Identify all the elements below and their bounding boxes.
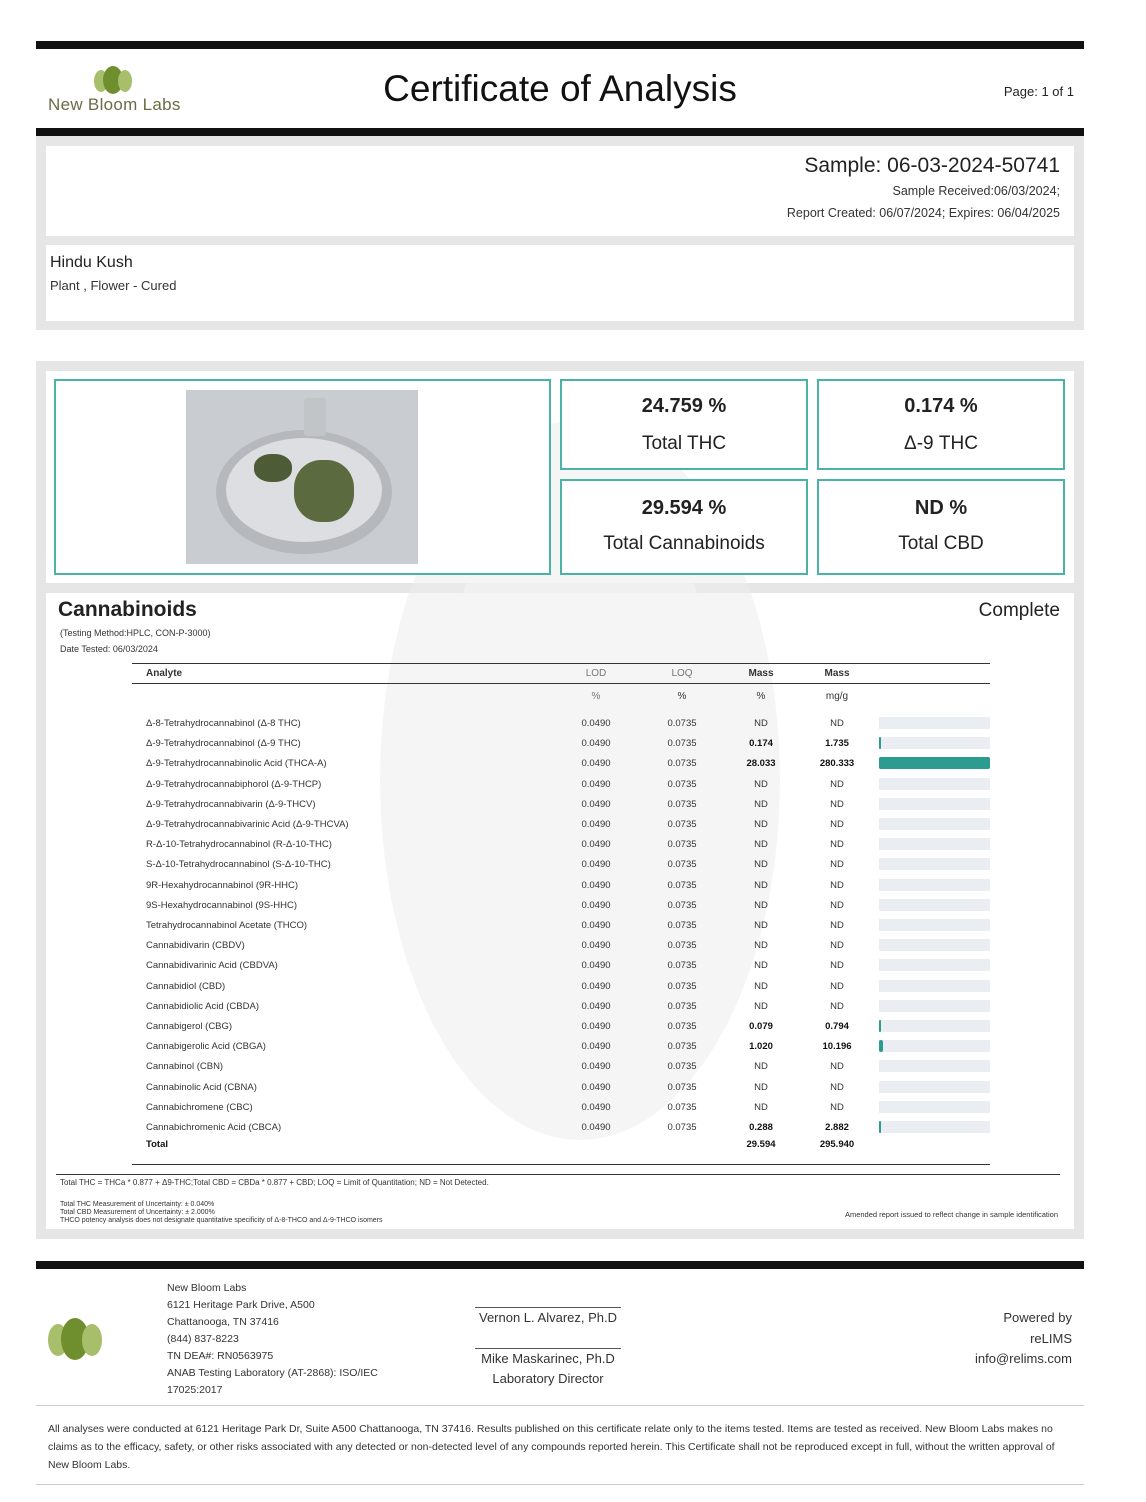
- table-header-rule: [132, 683, 990, 684]
- mass-mg-value: ND: [830, 1101, 844, 1113]
- unit-loq: %: [677, 691, 687, 702]
- analyte-name: Cannabinol (CBN): [146, 1061, 224, 1073]
- unit-lod: %: [591, 691, 601, 702]
- header-analyte: Analyte: [146, 668, 183, 679]
- total-thc-card: [560, 379, 808, 470]
- loq-value: 0.0735: [667, 819, 697, 830]
- thco-note: THCO potency analysis does not designate quantitative specificity of Δ-8-THCO and Δ-9-THCO isomers: [60, 1217, 383, 1224]
- mass-mg-value: ND: [830, 778, 844, 790]
- lod-value: 0.0490: [581, 1021, 611, 1032]
- level-bar-track: [879, 798, 990, 810]
- formula-note: Total THC = THCa * 0.877 + Δ9-THC;Total CBD = CBDa * 0.877 + CBD; LOQ = Limit of Quantitation; ND = Not Detected.: [60, 1178, 489, 1187]
- table-row: [0, 799, 1146, 819]
- table-row: [0, 819, 1146, 839]
- address-line: 17025:2017: [167, 1384, 223, 1396]
- mass-mg-value: ND: [830, 960, 844, 972]
- lab-address: [167, 1280, 378, 1399]
- level-bar-track: [879, 1101, 990, 1113]
- mass-pct-value: ND: [754, 1101, 768, 1113]
- table-row: [0, 1001, 1146, 1021]
- level-bar-track: [879, 717, 990, 729]
- loq-value: 0.0735: [667, 980, 697, 992]
- unit-mass-pct: %: [756, 691, 766, 702]
- analyte-name: Cannabidiol (CBD): [146, 980, 226, 992]
- table-row: [0, 1102, 1146, 1122]
- section-status: Complete: [978, 600, 1060, 621]
- mass-pct-value: ND: [754, 778, 768, 790]
- total-thc-value: 24.759 %: [641, 395, 727, 417]
- loq-value: 0.0735: [667, 940, 697, 952]
- sample-id: Sample: 06-03-2024-50741: [804, 154, 1060, 177]
- disclaimer: All analyses were conducted at 6121 Heritage Park Dr, Suite A500 Chattanooga, TN 37416. Results published on this certificate relate only to the items tested. Items are tested as received. New Bloom Labs makes no claims as to the efficacy, safety, or other risks associated with any detected or non-detected level of any compounds reported herein. This Certificate shall not be reproduced except in full, without the written approval of New Bloom Labs.: [48, 1423, 1055, 1471]
- analyte-name: Δ-9-Tetrahydrocannabivarinic Acid (Δ-9-THCVA): [146, 819, 349, 830]
- footer-rule: [36, 1261, 1084, 1269]
- mass-mg-value: ND: [830, 718, 844, 729]
- table-row: [0, 880, 1146, 900]
- lod-value: 0.0490: [581, 1101, 611, 1113]
- analyte-name: Cannabigerolic Acid (CBGA): [146, 1041, 266, 1053]
- lod-value: 0.0490: [581, 879, 611, 891]
- loq-value: 0.0735: [667, 879, 697, 891]
- level-bar-track: [879, 757, 990, 769]
- level-bar-track: [879, 858, 990, 870]
- mass-pct-value: ND: [754, 798, 768, 810]
- signer-2-title: Laboratory Director: [492, 1371, 604, 1386]
- lod-value: 0.0490: [581, 718, 611, 729]
- header-lod: LOD: [585, 668, 607, 679]
- total-label: Total: [146, 1139, 168, 1150]
- table-top-rule: [132, 663, 990, 664]
- signature-line-2: [475, 1348, 621, 1349]
- product-type: Plant , Flower - Cured: [50, 278, 177, 293]
- signature-line-1: [475, 1307, 621, 1308]
- powered-by-brand: reLIMS: [1030, 1331, 1072, 1346]
- analyte-name: Cannabichromenic Acid (CBCA): [146, 1122, 282, 1133]
- mass-pct-value: ND: [754, 879, 768, 891]
- signer-2-name: Mike Maskarinec, Ph.D: [481, 1351, 615, 1366]
- lab-name: New Bloom Labs: [48, 95, 181, 114]
- lod-value: 0.0490: [581, 920, 611, 931]
- loq-value: 0.0735: [667, 1041, 697, 1053]
- level-bar-fill: [879, 1040, 883, 1052]
- loq-value: 0.0735: [667, 1122, 697, 1133]
- product-info-panel: [46, 245, 1074, 321]
- table-row: [0, 718, 1146, 738]
- total-cbd-value: ND %: [914, 497, 968, 519]
- table-row: [0, 839, 1146, 859]
- lod-value: 0.0490: [581, 839, 611, 851]
- mass-mg-value: ND: [830, 879, 844, 891]
- analyte-name: Cannabigerol (CBG): [146, 1021, 233, 1032]
- section-title: Cannabinoids: [58, 598, 197, 621]
- date-tested: Date Tested: 06/03/2024: [60, 644, 158, 654]
- table-bottom-rule: [132, 1164, 990, 1165]
- address-line: TN DEA#: RN0563975: [167, 1350, 274, 1362]
- loq-value: 0.0735: [667, 798, 697, 810]
- mass-pct-value: ND: [754, 1061, 768, 1073]
- mass-mg-value: ND: [830, 798, 844, 810]
- mass-pct-value: ND: [754, 859, 768, 871]
- level-bar-track: [879, 1020, 990, 1032]
- analyte-name: Δ-8-Tetrahydrocannabinol (Δ-8 THC): [146, 718, 301, 729]
- mass-pct-value: ND: [754, 819, 768, 830]
- footer-logo: [48, 1318, 104, 1360]
- header-loq: LOQ: [671, 668, 693, 679]
- testing-method: (Testing Method:HPLC, CON-P-3000): [60, 628, 211, 638]
- table-row: [0, 738, 1146, 758]
- total-cannabinoids-label: Total Cannabinoids: [603, 533, 765, 554]
- analyte-name: Cannabidivarin (CBDV): [146, 940, 245, 952]
- level-bar-fill: [879, 1121, 881, 1133]
- bottom-divider: [36, 1484, 1084, 1485]
- mass-pct-value: 0.288: [749, 1122, 773, 1133]
- loq-value: 0.0735: [667, 758, 697, 770]
- level-bar-track: [879, 919, 990, 931]
- table-row: [0, 960, 1146, 980]
- level-bar-track: [879, 778, 990, 790]
- lod-value: 0.0490: [581, 819, 611, 830]
- mass-pct-value: 0.079: [749, 1021, 773, 1032]
- mass-mg-value: ND: [830, 920, 844, 931]
- table-row: [0, 1021, 1146, 1041]
- lod-value: 0.0490: [581, 738, 611, 750]
- lod-value: 0.0490: [581, 859, 611, 871]
- mass-mg-value: ND: [830, 819, 844, 830]
- level-bar-track: [879, 838, 990, 850]
- mass-mg-value: 10.196: [822, 1041, 852, 1053]
- level-bar-track: [879, 1060, 990, 1072]
- amended-note: Amended report issued to reflect change in sample identification: [844, 1210, 1058, 1219]
- mass-mg-value: ND: [830, 1000, 844, 1012]
- powered-by: Powered by: [1003, 1310, 1072, 1325]
- lod-value: 0.0490: [581, 980, 611, 992]
- lod-value: 0.0490: [581, 798, 611, 810]
- level-bar-track: [879, 1040, 990, 1052]
- mass-mg-value: 0.794: [825, 1021, 849, 1032]
- table-row: [0, 1082, 1146, 1102]
- level-bar-track: [879, 818, 990, 830]
- mass-pct-value: ND: [754, 899, 768, 911]
- loq-value: 0.0735: [667, 920, 697, 931]
- total-thc-label: Total THC: [641, 433, 727, 454]
- mass-mg-value: 280.333: [819, 758, 855, 770]
- analyte-name: Cannabidiolic Acid (CBDA): [146, 1000, 259, 1012]
- mass-pct-value: 1.020: [749, 1041, 773, 1053]
- address-line: (844) 837-8223: [167, 1333, 239, 1345]
- header-mass-mg: Mass: [824, 668, 850, 679]
- table-row: [0, 1061, 1146, 1081]
- address-line: New Bloom Labs: [167, 1282, 247, 1294]
- level-bar-track: [879, 959, 990, 971]
- total-cannabinoids-value: 29.594 %: [641, 497, 727, 519]
- mass-pct-value: ND: [754, 839, 768, 851]
- mass-pct-value: ND: [754, 718, 768, 729]
- analyte-name: 9S-Hexahydrocannabinol (9S-HHC): [146, 899, 298, 911]
- loq-value: 0.0735: [667, 778, 697, 790]
- level-bar-track: [879, 1000, 990, 1012]
- loq-value: 0.0735: [667, 1101, 697, 1113]
- level-bar-track: [879, 899, 990, 911]
- header-rule: [36, 128, 1084, 136]
- mass-mg-value: ND: [830, 899, 844, 911]
- sample-photo: [186, 390, 418, 564]
- total-cannabinoids-card: [560, 479, 808, 575]
- loq-value: 0.0735: [667, 859, 697, 871]
- mass-pct-value: ND: [754, 940, 768, 952]
- lod-value: 0.0490: [581, 940, 611, 952]
- mass-mg-value: ND: [830, 839, 844, 851]
- table-row: [0, 900, 1146, 920]
- analyte-name: Δ-9-Tetrahydrocannabinol (Δ-9 THC): [146, 738, 301, 750]
- mass-pct-value: 28.033: [746, 758, 776, 770]
- lod-value: 0.0490: [581, 1000, 611, 1012]
- mass-mg-value: ND: [830, 1061, 844, 1073]
- uncertainty-thc: Total THC Measurement of Uncertainty: ± 0.040%: [60, 1201, 215, 1208]
- lod-value: 0.0490: [581, 1041, 611, 1053]
- analyte-name: Δ-9-Tetrahydrocannabivarin (Δ-9-THCV): [146, 798, 316, 810]
- lod-value: 0.0490: [581, 758, 611, 770]
- analyte-name: S-Δ-10-Tetrahydrocannabinol (S-Δ-10-THC): [146, 859, 331, 871]
- mass-mg-value: ND: [830, 940, 844, 952]
- total-mg: 295.940: [819, 1139, 855, 1150]
- mass-pct-value: ND: [754, 960, 768, 972]
- loq-value: 0.0735: [667, 839, 697, 851]
- lod-value: 0.0490: [581, 1081, 611, 1093]
- mass-pct-value: 0.174: [749, 738, 773, 750]
- mass-pct-value: ND: [754, 920, 768, 931]
- powered-by-email: info@relims.com: [975, 1351, 1072, 1366]
- level-bar-track: [879, 879, 990, 891]
- address-line: ANAB Testing Laboratory (AT-2868): ISO/IEC: [167, 1367, 378, 1379]
- lod-value: 0.0490: [581, 778, 611, 790]
- analyte-name: R-Δ-10-Tetrahydrocannabinol (R-Δ-10-THC): [146, 839, 332, 851]
- level-bar-fill: [879, 757, 990, 769]
- analyte-name: 9R-Hexahydrocannabinol (9R-HHC): [146, 879, 299, 891]
- mass-pct-value: ND: [754, 1081, 768, 1093]
- table-row: [0, 758, 1146, 778]
- total-pct: 29.594: [746, 1139, 776, 1150]
- report-dates: Report Created: 06/07/2024; Expires: 06/04/2025: [786, 206, 1060, 220]
- loq-value: 0.0735: [667, 738, 697, 750]
- mass-pct-value: ND: [754, 980, 768, 992]
- page-number: Page: 1 of 1: [1003, 84, 1074, 99]
- loq-value: 0.0735: [667, 1081, 697, 1093]
- loq-value: 0.0735: [667, 1061, 697, 1073]
- level-bar-fill: [879, 1020, 881, 1032]
- loq-value: 0.0735: [667, 718, 697, 729]
- mass-mg-value: 1.735: [825, 738, 849, 750]
- lod-value: 0.0490: [581, 1061, 611, 1073]
- total-cbd-card: [817, 479, 1065, 575]
- analyte-name: Δ-9-Tetrahydrocannabiphorol (Δ-9-THCP): [146, 778, 322, 790]
- product-name: Hindu Kush: [50, 254, 133, 271]
- analyte-name: Tetrahydrocannabinol Acetate (THCO): [146, 920, 308, 931]
- table-row: [0, 940, 1146, 960]
- d9-thc-card: [817, 379, 1065, 470]
- notes-rule: [56, 1174, 1060, 1175]
- top-rule: [36, 41, 1084, 49]
- loq-value: 0.0735: [667, 1000, 697, 1012]
- table-row: [0, 981, 1146, 1001]
- lod-value: 0.0490: [581, 960, 611, 972]
- level-bar-track: [879, 1081, 990, 1093]
- mass-mg-value: ND: [830, 859, 844, 871]
- mass-mg-value: ND: [830, 1081, 844, 1093]
- loq-value: 0.0735: [667, 960, 697, 972]
- level-bar-track: [879, 1121, 990, 1133]
- d9-thc-value: 0.174 %: [904, 395, 978, 417]
- d9-thc-label: Δ-9 THC: [904, 433, 978, 454]
- address-line: 6121 Heritage Park Drive, A500: [167, 1299, 315, 1311]
- footer-divider: [36, 1405, 1084, 1406]
- total-cbd-label: Total CBD: [898, 533, 984, 554]
- total-row: [0, 1139, 1146, 1155]
- level-bar-track: [879, 980, 990, 992]
- signer-1-name: Vernon L. Alvarez, Ph.D: [478, 1310, 618, 1325]
- page-title: Certificate of Analysis: [383, 68, 737, 109]
- table-row: [0, 1041, 1146, 1061]
- mass-mg-value: ND: [830, 980, 844, 992]
- lod-value: 0.0490: [581, 1122, 611, 1133]
- address-line: Chattanooga, TN 37416: [167, 1316, 279, 1328]
- uncertainty-cbd: Total CBD Measurement of Uncertainty: ± 2.000%: [60, 1209, 215, 1216]
- lod-value: 0.0490: [581, 899, 611, 911]
- mass-pct-value: ND: [754, 1000, 768, 1012]
- loq-value: 0.0735: [667, 1021, 697, 1032]
- sample-received: Sample Received:06/03/2024;: [892, 184, 1060, 198]
- level-bar-fill: [879, 737, 881, 749]
- analyte-name: Cannabichromene (CBC): [146, 1101, 253, 1113]
- header-mass-pct: Mass: [748, 668, 774, 679]
- loq-value: 0.0735: [667, 899, 697, 911]
- table-row: [0, 779, 1146, 799]
- analyte-name: Δ-9-Tetrahydrocannabinolic Acid (THCA-A): [146, 758, 327, 770]
- unit-mass-mg: mg/g: [825, 691, 849, 702]
- lab-logo: [94, 66, 134, 94]
- analyte-name: Cannabinolic Acid (CBNA): [146, 1081, 257, 1093]
- table-row: [0, 859, 1146, 879]
- analyte-name: Cannabidivarinic Acid (CBDVA): [146, 960, 278, 972]
- table-row: [0, 920, 1146, 940]
- level-bar-track: [879, 939, 990, 951]
- mass-mg-value: 2.882: [825, 1122, 849, 1133]
- level-bar-track: [879, 737, 990, 749]
